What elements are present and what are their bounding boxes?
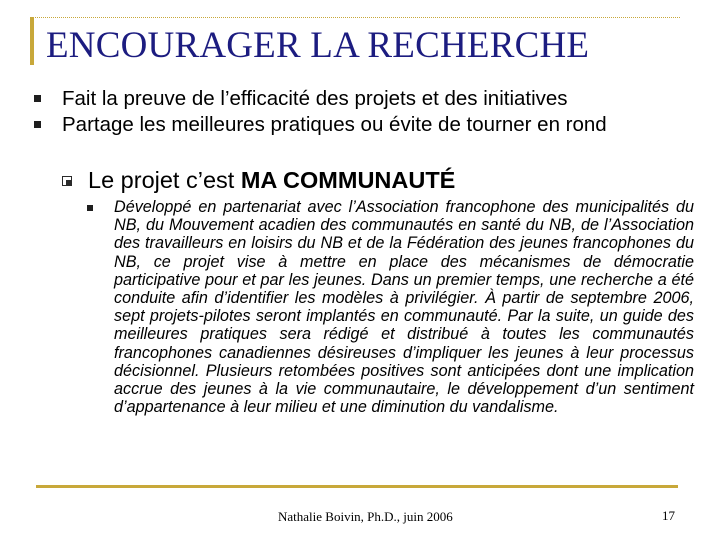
footer-rule: [36, 485, 678, 488]
page-number: 17: [662, 508, 675, 523]
bullet-item-2: Partage les meilleures pratiques ou évite de tourner en rond: [62, 113, 607, 136]
title-frame-top: [30, 17, 680, 18]
subheading-prefix: Le projet c’est: [88, 167, 241, 193]
bullet-square-icon: [34, 121, 41, 128]
bullet-square-icon: [87, 205, 93, 211]
detail-paragraph: Développé en partenariat avec l’Association francophone des municipalités du NB, du Mouvement acadien des communautés en santé du NB, de l’Association des travailleurs en loisirs du NB et de la Fédération des jeunes francophones du NB, ce projet vise à mettre en place des mécanismes de démocratie participative pour et par les jeunes. Dans un premier temps, une recherche a été conduite afin d’identifier les modèles à privilégier. À partir de septembre 2006, sept projets-pilotes seront implantés en communauté. Par la suite, un guide des meilleures pratiques sera rédigé et distribué à toutes les communautés francophones canadiennes désireuses d’impliquer les jeunes à leur processus décisionnel. Plusieurs retombées positives sont anticipées dont une implication accrue des jeunes à la vie communautaire, le développement d’un sentiment d’appartenance à leur milieu et une diminution du vandalisme.: [114, 198, 694, 417]
footer-author: Nathalie Boivin, Ph.D., juin 2006: [278, 509, 453, 524]
bullet-item-1: Fait la preuve de l’efficacité des projets et des initiatives: [62, 87, 568, 110]
subheading: [88, 166, 455, 194]
checkbox-bullet-icon: [62, 176, 72, 186]
slide-title: ENCOURAGER LA RECHERCHE: [46, 25, 590, 66]
title-frame-left: [30, 17, 34, 65]
subheading-emphasis: MA COMMUNAUTÉ: [240, 167, 456, 193]
bullet-square-icon: [34, 95, 41, 102]
